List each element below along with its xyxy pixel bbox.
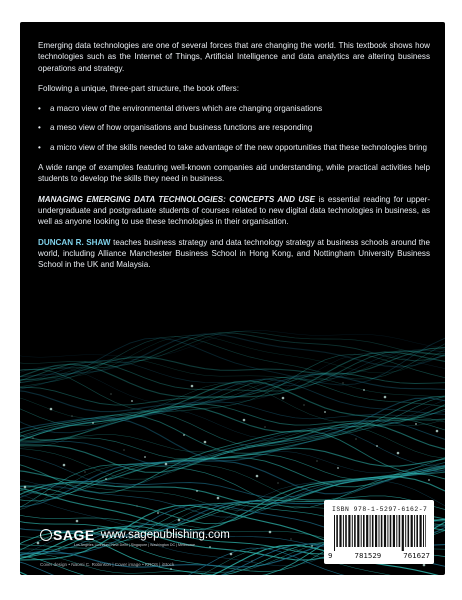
sparkle (384, 396, 387, 399)
sparkle (170, 568, 172, 570)
sparkle (311, 545, 313, 547)
examples-paragraph: A wide range of examples featuring well-known companies aid understanding, while practical activities help students to develop the skills they need in business. (38, 163, 430, 184)
barcode-bar (375, 515, 377, 547)
sparkle (92, 422, 94, 424)
barcode-icon (334, 515, 426, 551)
sparkle (111, 394, 112, 395)
sparkle (209, 546, 211, 548)
barcode-bar (348, 515, 350, 547)
sparkle (265, 427, 266, 428)
barcode-bar (423, 515, 424, 547)
barcode-bar (339, 515, 341, 547)
barcode-bar (402, 515, 404, 551)
offer-list (38, 103, 430, 153)
wave-line (20, 470, 445, 502)
sparkle (76, 520, 79, 523)
publisher-row (40, 525, 230, 545)
barcode-bar (393, 515, 395, 547)
intro-paragraph: Emerging data technologies are one of several forces that are changing the world. This textbook shows how technologies such as the Internet of Things, Artificial Intelligence and data analytics are altering business operations and strategy. (38, 41, 430, 73)
audience-paragraph (38, 194, 430, 228)
barcode-bar (357, 515, 359, 547)
barcode-bar (390, 515, 392, 547)
sparkle (363, 389, 365, 391)
barcode-bar (405, 515, 406, 547)
barcode-bar (354, 515, 356, 547)
barcode-bar (420, 515, 422, 547)
sparkle (428, 479, 430, 481)
barcode-bar (387, 515, 388, 547)
barcode-bar (416, 515, 418, 547)
barcode-bar (425, 515, 426, 547)
wave-line (20, 332, 445, 364)
barcode-bar (345, 515, 347, 547)
sparkle (191, 385, 194, 388)
offer-item: • a macro view of the environmental drivers which are changing organisations (38, 104, 323, 114)
sparkle (256, 475, 259, 478)
sparkle (252, 561, 253, 562)
sparkle (436, 430, 439, 433)
audience-text: is essential reading for upper-undergraduate and postgraduate students of courses related to new digital data technologies in business, as well as anyone looking to use these technologies in their organisation. (38, 194, 431, 227)
sparkle (269, 531, 272, 534)
barcode-bar (366, 515, 368, 547)
sparkle (37, 542, 40, 545)
sparkle (85, 472, 86, 473)
sparkle (33, 438, 34, 439)
sparkle (282, 397, 285, 400)
barcode-bar (379, 515, 380, 547)
barcode-bar (372, 515, 374, 547)
sage-logo-text: SAGE (53, 527, 95, 543)
sparkle (165, 463, 168, 466)
author-paragraph (38, 237, 430, 271)
barcode-bar (381, 515, 383, 547)
bullet-icon: • (38, 104, 41, 114)
author-name: DUNCAN R. SHAW (38, 237, 111, 247)
barcode-bar (408, 515, 410, 547)
barcode-bar (352, 515, 353, 547)
barcode-panel (324, 500, 434, 564)
publisher-cities: Los Angeles | London | New Delhi | Singapore | Washington DC | Melbourne (74, 543, 196, 547)
sparkle (105, 478, 107, 480)
sparkle (337, 467, 339, 469)
sparkle (46, 494, 47, 495)
barcode-bar (370, 515, 371, 547)
sparkle (317, 461, 318, 462)
offer-item: • a meso view of how organisations and business functions are responding (38, 123, 313, 133)
bullet-icon: • (38, 142, 41, 152)
sparkle (178, 519, 181, 522)
bullet-icon: • (38, 123, 41, 133)
barcode-bar (361, 515, 362, 547)
sparkle (415, 423, 417, 425)
sparkle (124, 450, 125, 451)
sparkle (230, 553, 233, 556)
wave-line (20, 421, 445, 466)
back-cover (20, 22, 445, 575)
sparkle (278, 483, 279, 484)
publisher-url[interactable]: www.sagepublishing.com (100, 529, 230, 541)
barcode-bar (414, 515, 415, 547)
sparkle (183, 434, 185, 436)
sparkle (343, 383, 344, 384)
sparkle (239, 505, 240, 506)
barcode-bar (334, 515, 335, 551)
sparkle (376, 445, 378, 447)
sparkle (204, 441, 207, 444)
sparkle (291, 539, 292, 540)
sparkle (72, 416, 73, 417)
barcode-digits (328, 551, 430, 560)
sparkle (243, 419, 246, 422)
barcode-bar (384, 515, 386, 547)
sparkle (50, 408, 53, 411)
sparkle (24, 486, 27, 489)
sparkle (196, 490, 198, 492)
barcode-digit-group: 781529 (354, 551, 382, 560)
wave-line (20, 417, 445, 452)
barcode-bar (363, 515, 365, 547)
barcode-bar (343, 515, 344, 547)
barcode-bar (336, 515, 338, 547)
wave-line (20, 330, 445, 357)
barcode-bar (399, 515, 401, 547)
wave-line (20, 373, 445, 405)
sparkle (356, 439, 357, 440)
sparkle (304, 405, 305, 406)
sparkle (324, 411, 326, 413)
isbn-text: ISBN 978-1-5297-6162-7 (332, 506, 428, 513)
sparkle (397, 452, 400, 455)
barcode-bar (396, 515, 397, 547)
sparkle (137, 506, 138, 507)
sparkle (63, 464, 66, 467)
sparkle (217, 497, 220, 500)
cover-credit: Cover design • Naomi C. Robinson | Cover image • KROS | iStock (40, 562, 175, 567)
sparkle (157, 512, 159, 514)
wave-line (20, 383, 445, 447)
barcode-digit-group: 761627 (403, 551, 430, 560)
barcode-bar (411, 515, 413, 547)
sparkle (59, 550, 60, 551)
offer-item: • a micro view of the skills needed to take advantage of the new opportunities that these technologies bring (38, 142, 428, 152)
sage-logo-icon (40, 527, 95, 543)
wave-line (20, 468, 445, 505)
barcode-digit-group: 9 (328, 551, 333, 560)
structure-intro: Following a unique, three-part structure, the book offers: (38, 83, 239, 93)
book-title: MANAGING EMERGING DATA TECHNOLOGIES: CONCEPTS AND USE (38, 194, 316, 204)
sparkle (144, 456, 146, 458)
author-bio: teaches business strategy and data technology strategy at business schools around the world, including Alliance Manchester Business School in Hong Kong, and Nottingham University Business School in the UK and Malaysia. (38, 237, 430, 270)
sparkle (131, 400, 133, 402)
blurb (38, 40, 430, 279)
sparkle (423, 564, 426, 567)
